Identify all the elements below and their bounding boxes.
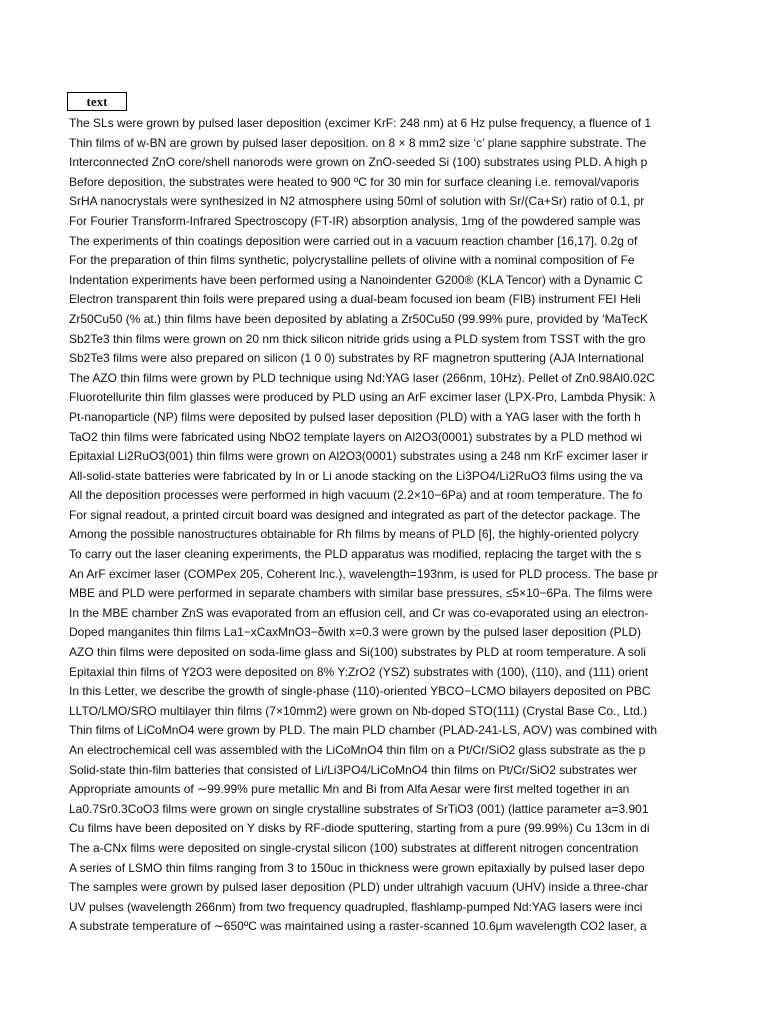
text-line: Pt-nanoparticle (NP) films were deposited by pulsed laser deposition (PLD) with a YAG laser with the forth h — [69, 409, 641, 424]
text-line: In this Letter, we describe the growth of single-phase (110)-oriented YBCO−LCMO bilayers deposited on PBC — [69, 684, 651, 699]
text-line: Electron transparent thin foils were prepared using a dual-beam focused ion beam (FIB) instrument FEI Heli — [69, 292, 641, 307]
text-line: MBE and PLD were performed in separate chambers with similar base pressures, ≤5×10−6Pa. The films were — [69, 586, 653, 601]
text-line: The a-CNx films were deposited on single-crystal silicon (100) substrates at different nitrogen concentration — [69, 840, 639, 855]
text-line: An electrochemical cell was assembled with the LiCoMnO4 thin film on a Pt/Cr/SiO2 glass substrate as the p — [69, 743, 646, 757]
text-line: A series of LSMO thin films ranging from 3 to 150uc in thickness were grown epitaxially by pulsed laser depo — [69, 860, 645, 875]
text-line: Appropriate amounts of ∼99.99% pure metallic Mn and Bi from Alfa Aesar were first melted together in an — [69, 782, 630, 797]
text-line: LLTO/LMO/SRO multilayer thin films (7×10mm2) were grown on Nb-doped STO(111) (Crystal Base Co., Ltd.) — [69, 703, 648, 718]
text-label-box — [67, 92, 127, 111]
text-line: TaO2 thin films were fabricated using NbO2 template layers on Al2O3(0001) substrates by a PLD method wi — [69, 429, 642, 444]
text-line: Fluorotellurite thin film glasses were produced by PLD using an ArF excimer laser (LPX-Pro, Lambda Physik: λ — [69, 390, 656, 405]
text-line: To carry out the laser cleaning experiments, the PLD apparatus was modified, replacing the target with the s — [69, 547, 642, 562]
text-line: All the deposition processes were performed in high vacuum (2.2×10−6Pa) and at room temperature. The fo — [69, 488, 643, 503]
text-line: Before deposition, the substrates were heated to 900 ºC for 30 min for surface cleaning i.e. removal/vaporis — [69, 174, 640, 189]
text-line: For signal readout, a printed circuit board was designed and integrated as part of the detector package. The — [69, 507, 641, 522]
text-line: A substrate temperature of ∼650ºC was maintained using a raster-scanned 10.6μm wavelength CO2 laser, a — [69, 919, 647, 934]
text-line: Interconnected ZnO core/shell nanorods were grown on ZnO-seeded Si (100) substrates using PLD. A high p — [69, 155, 648, 170]
text-line: In the MBE chamber ZnS was evaporated from an effusion cell, and Cr was co-evaporated using an electron- — [69, 605, 649, 620]
text-line: UV pulses (wavelength 266nm) from two frequency quadrupled, flashlamp-pumped Nd:YAG lasers were inci — [69, 899, 643, 914]
text-line: The SLs were grown by pulsed laser deposition (excimer KrF: 248 nm) at 6 Hz pulse frequency, a fluence of 1 — [69, 116, 652, 130]
text-line: Thin films of w-BN are grown by pulsed laser deposition. on 8 × 8 mm2 size ‘c’ plane sapphire substrate. The — [69, 135, 647, 150]
text-line: For Fourier Transform-Infrared Spectroscopy (FT-IR) absorption analysis, 1mg of the powdered sample was — [69, 213, 641, 228]
text-line: Cu films have been deposited on Y disks by RF-diode sputtering, starting from a pure (99.99%) Cu 13cm in di — [69, 821, 650, 836]
text-line: Sb2Te3 films were also prepared on silicon (1 0 0) substrates by RF magnetron sputtering (AJA International — [69, 351, 644, 366]
text-line: Epitaxial Li2RuO3(001) thin films were grown on Al2O3(0001) substrates using a 248 nm KrF excimer laser ir — [69, 449, 648, 464]
text-line: Solid-state thin-film batteries that consisted of Li/Li3PO4/LiCoMnO4 thin films on Pt/Cr/SiO2 substrates wer — [69, 762, 638, 777]
text-line: The experiments of thin coatings deposition were carried out in a vacuum reaction chamber [16,17]. 0.2g of — [69, 233, 638, 248]
text-lines — [69, 114, 672, 937]
text-line: Sb2Te3 thin films were grown on 20 nm thick silicon nitride grids using a PLD system from TSST with the gro — [69, 331, 646, 346]
text-line: Thin films of LiCoMnO4 were grown by PLD. The main PLD chamber (PLAD-241-LS, AOV) was combined with — [69, 723, 658, 738]
text-line: The samples were grown by pulsed laser deposition (PLD) under ultrahigh vacuum (UHV) inside a three-char — [69, 880, 648, 895]
text-line: Zr50Cu50 (% at.) thin films have been deposited by ablating a Zr50Cu50 (99.99% pure, provided by ‘MaTecK — [69, 311, 648, 326]
text-line: Among the possible nanostructures obtainable for Rh films by means of PLD [6], the highly-oriented polycry — [69, 527, 639, 542]
text-line: Epitaxial thin films of Y2O3 were deposited on 8% Y:ZrO2 (YSZ) substrates with (100), (110), and (111) orient — [69, 664, 649, 679]
text-line: SrHA nanocrystals were synthesized in N2 atmosphere using 50ml of solution with Sr/(Ca+Sr) ratio of 0.1, pr — [69, 194, 645, 209]
text-line: For the preparation of thin films synthetic, polycrystalline pellets of olivine with a nominal composition of Fe — [69, 253, 635, 268]
text-line: An ArF excimer laser (COMPex 205, Coherent Inc.), wavelength=193nm, is used for PLD process. The base pr — [69, 566, 659, 581]
text-line: La0.7Sr0.3CoO3 films were grown on single crystalline substrates of SrTiO3 (001) (lattice parameter a=3.901 — [69, 801, 649, 816]
text-line: Doped manganites thin films La1−xCaxMnO3−δwith x=0.3 were grown by the pulsed laser deposition (PLD) — [69, 625, 641, 640]
text-label: text — [86, 94, 108, 109]
text-line: AZO thin films were deposited on soda-lime glass and Si(100) substrates by PLD at room temperature. A soli — [69, 645, 646, 660]
text-line: All-solid-state batteries were fabricated by In or Li anode stacking on the Li3PO4/Li2RuO3 films using the va — [69, 468, 643, 483]
text-line: Indentation experiments have been performed using a Nanoindenter G200® (KLA Tencor) with a Dynamic C — [69, 272, 643, 287]
text-line: The AZO thin films were grown by PLD technique using Nd:YAG laser (266nm, 10Hz). Pellet of Zn0.98Al0.02C — [69, 370, 656, 385]
